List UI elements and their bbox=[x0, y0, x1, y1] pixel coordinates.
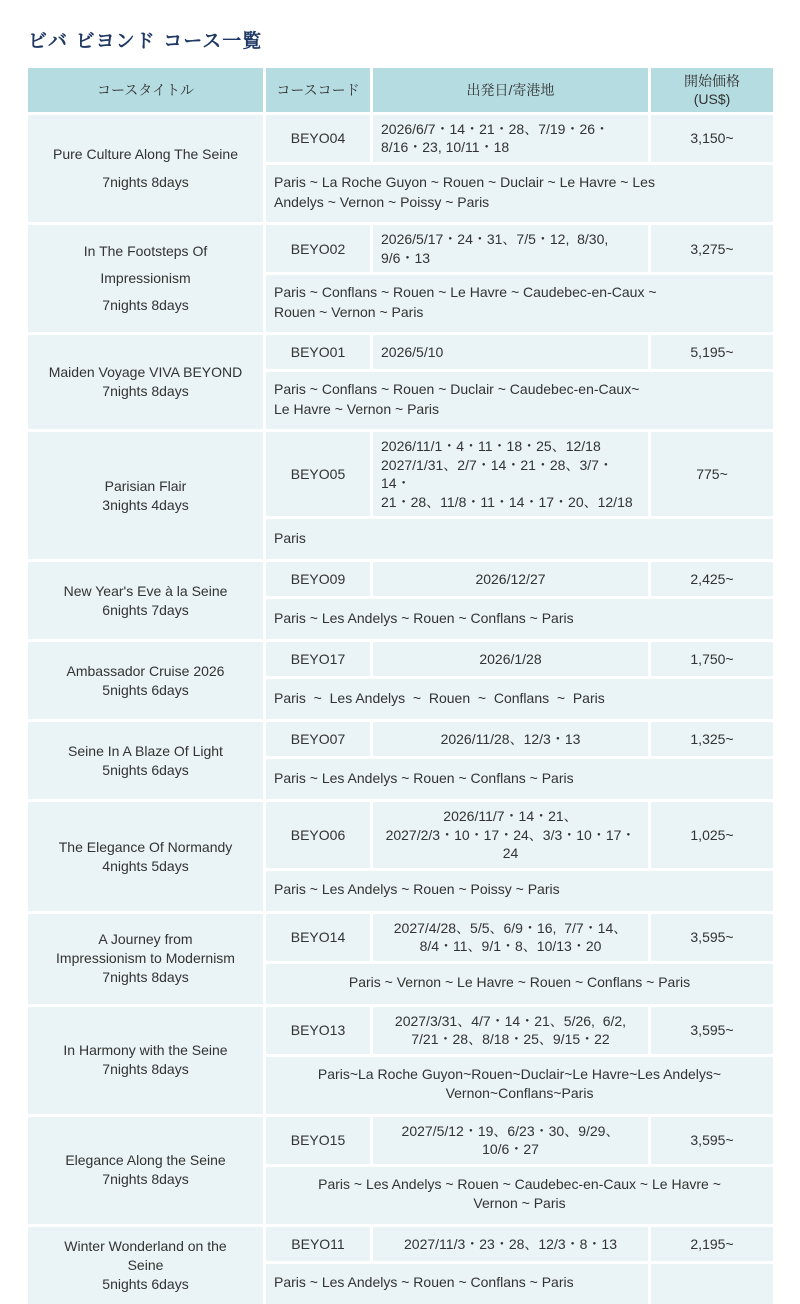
start-price-cell: 1,025~ bbox=[651, 802, 773, 867]
table-row bbox=[28, 115, 773, 222]
departure-dates-cell: 2026/5/17・24・31、7/5・12, 8/30, 9/6・13 bbox=[373, 225, 648, 272]
course-code-cell: BEYO15 bbox=[266, 1117, 370, 1164]
course-title: In Harmony with the Seine bbox=[63, 1042, 228, 1059]
ports-cell: Paris ~ Les Andelys ~ Rouen ~ Conflans ~ Paris bbox=[266, 1264, 648, 1304]
course-code-cell: BEYO06 bbox=[266, 802, 370, 867]
ports-price-empty-cell bbox=[651, 1264, 773, 1304]
course-duration: 7nights 8days bbox=[102, 1171, 189, 1188]
table-row bbox=[28, 1227, 773, 1304]
course-title: Seine In A Blaze Of Light bbox=[68, 742, 223, 759]
header-start-price: 開始価格 (US$) bbox=[651, 68, 773, 112]
start-price-cell: 2,195~ bbox=[651, 1227, 773, 1261]
course-table bbox=[28, 68, 773, 1304]
start-price-cell: 3,150~ bbox=[651, 115, 773, 162]
course-title: New Year's Eve à la Seine bbox=[63, 582, 228, 599]
course-duration: 4nights 5days bbox=[102, 857, 189, 874]
table-row bbox=[28, 914, 773, 1004]
course-code-cell: BEYO09 bbox=[266, 562, 370, 596]
course-title-cell bbox=[28, 642, 263, 719]
departure-dates-cell: 2027/5/12・19、6/23・30、9/29、 10/6・27 bbox=[373, 1117, 648, 1164]
ports-cell: Paris bbox=[266, 519, 773, 559]
ports-cell: Paris ~ Vernon ~ Le Havre ~ Rouen ~ Conflans ~ Paris bbox=[266, 964, 773, 1004]
course-title: Ambassador Cruise 2026 bbox=[66, 662, 225, 679]
course-duration: 6nights 7days bbox=[102, 601, 189, 618]
course-duration: 7nights 8days bbox=[102, 1061, 189, 1078]
course-title: Winter Wonderland on the Seine bbox=[64, 1238, 227, 1273]
start-price-cell: 775~ bbox=[651, 432, 773, 516]
start-price-cell: 3,595~ bbox=[651, 914, 773, 961]
course-title-cell bbox=[28, 432, 263, 559]
header-departure-ports: 出発日/寄港地 bbox=[373, 68, 648, 112]
course-duration: 7nights 8days bbox=[102, 969, 189, 986]
departure-dates-cell: 2026/11/1・4・11・18・25、12/18 2027/1/31、2/7・14・21・28、3/7・14・ 21・28、11/8・11・14・17・20、12/18 bbox=[373, 432, 648, 516]
course-title: In The Footsteps Of Impressionism bbox=[83, 242, 208, 287]
departure-dates-cell: 2027/3/31、4/7・14・21、5/26, 6/2, 7/21・28、8/18・25、9/15・22 bbox=[373, 1007, 648, 1054]
departure-dates-cell: 2026/11/7・14・21、 2027/2/3・10・17・24、3/3・10・17・24 bbox=[373, 802, 648, 867]
course-title-cell bbox=[28, 914, 263, 1004]
course-title: The Elegance Of Normandy bbox=[58, 838, 233, 855]
table-row bbox=[28, 1007, 773, 1114]
course-title-cell bbox=[28, 1227, 263, 1304]
course-code-cell: BEYO17 bbox=[266, 642, 370, 676]
header-course-title: コースタイトル bbox=[28, 68, 263, 112]
departure-dates-cell: 2027/11/3・23・28、12/3・8・13 bbox=[373, 1227, 648, 1261]
course-duration: 7nights 8days bbox=[102, 173, 189, 190]
table-row bbox=[28, 722, 773, 799]
page-title: ビバ ビヨンド コース一覧 bbox=[28, 30, 263, 52]
start-price-cell: 3,595~ bbox=[651, 1117, 773, 1164]
table-row bbox=[28, 642, 773, 719]
ports-cell: Paris ~ Les Andelys ~ Rouen ~ Conflans ~ Paris bbox=[266, 759, 773, 799]
course-title-cell bbox=[28, 562, 263, 639]
course-code-cell: BEYO01 bbox=[266, 335, 370, 369]
start-price-cell: 3,275~ bbox=[651, 225, 773, 272]
course-title: Pure Culture Along The Seine bbox=[53, 146, 238, 163]
start-price-cell: 3,595~ bbox=[651, 1007, 773, 1054]
course-code-cell: BEYO11 bbox=[266, 1227, 370, 1261]
course-title: A Journey from Impressionism to Modernism bbox=[56, 931, 235, 967]
departure-dates-cell: 2026/12/27 bbox=[373, 562, 648, 596]
ports-cell: Paris ~ Les Andelys ~ Rouen ~ Poissy ~ Paris bbox=[266, 871, 773, 911]
course-title-cell bbox=[28, 1007, 263, 1114]
course-duration: 3nights 4days bbox=[102, 496, 189, 513]
ports-cell: Paris ~ Les Andelys ~ Rouen ~ Conflans ~ Paris bbox=[266, 679, 773, 719]
course-title: Elegance Along the Seine bbox=[65, 1152, 226, 1169]
table-row bbox=[28, 802, 773, 910]
start-price-cell: 1,325~ bbox=[651, 722, 773, 756]
course-title-cell bbox=[28, 1117, 263, 1224]
departure-dates-cell: 2026/11/28、12/3・13 bbox=[373, 722, 648, 756]
table-body bbox=[28, 115, 773, 1304]
ports-cell: Paris ~ La Roche Guyon ~ Rouen ~ Duclair ~ Le Havre ~ Les Andelys ~ Vernon ~ Poissy ~ Paris bbox=[266, 165, 773, 222]
departure-dates-cell: 2026/6/7・14・21・28、7/19・26・ 8/16・23, 10/11・18 bbox=[373, 115, 648, 162]
ports-cell: Paris~La Roche Guyon~Rouen~Duclair~Le Havre~Les Andelys~ Vernon~Conflans~Paris bbox=[266, 1057, 773, 1114]
page bbox=[0, 26, 800, 1304]
course-title: Parisian Flair bbox=[104, 477, 187, 494]
table-row bbox=[28, 432, 773, 559]
course-title-cell bbox=[28, 335, 263, 429]
course-title-cell bbox=[28, 802, 263, 910]
course-code-cell: BEYO13 bbox=[266, 1007, 370, 1054]
ports-cell: Paris ~ Les Andelys ~ Rouen ~ Conflans ~ Paris bbox=[266, 599, 773, 639]
ports-cell: Paris ~ Conflans ~ Rouen ~ Duclair ~ Caudebec-en-Caux~ Le Havre ~ Vernon ~ Paris bbox=[266, 372, 773, 429]
start-price-cell: 2,425~ bbox=[651, 562, 773, 596]
course-duration: 7nights 8days bbox=[102, 297, 189, 314]
course-duration: 5nights 6days bbox=[102, 1275, 189, 1292]
course-code-cell: BEYO05 bbox=[266, 432, 370, 516]
start-price-cell: 1,750~ bbox=[651, 642, 773, 676]
header-course-code: コースコード bbox=[266, 68, 370, 112]
ports-cell: Paris ~ Conflans ~ Rouen ~ Le Havre ~ Caudebec-en-Caux ~ Rouen ~ Vernon ~ Paris bbox=[266, 275, 773, 332]
course-code-cell: BEYO04 bbox=[266, 115, 370, 162]
course-title: Maiden Voyage VIVA BEYOND bbox=[48, 364, 243, 381]
ports-cell: Paris ~ Les Andelys ~ Rouen ~ Caudebec-en-Caux ~ Le Havre ~ Vernon ~ Paris bbox=[266, 1167, 773, 1224]
course-title-cell bbox=[28, 722, 263, 799]
departure-dates-cell: 2026/1/28 bbox=[373, 642, 648, 676]
course-duration: 7nights 8days bbox=[102, 383, 189, 400]
course-duration: 5nights 6days bbox=[102, 681, 189, 698]
departure-dates-cell: 2026/5/10 bbox=[373, 335, 648, 369]
table-header-row bbox=[28, 68, 773, 112]
table-row bbox=[28, 225, 773, 332]
course-code-cell: BEYO14 bbox=[266, 914, 370, 961]
course-duration: 5nights 6days bbox=[102, 761, 189, 778]
course-title-cell bbox=[28, 115, 263, 222]
table-row bbox=[28, 335, 773, 429]
course-code-cell: BEYO02 bbox=[266, 225, 370, 272]
departure-dates-cell: 2027/4/28、5/5、6/9・16, 7/7・14、 8/4・11、9/1・8、10/13・20 bbox=[373, 914, 648, 961]
table-row bbox=[28, 562, 773, 639]
table-row bbox=[28, 1117, 773, 1224]
course-code-cell: BEYO07 bbox=[266, 722, 370, 756]
course-title-cell bbox=[28, 225, 263, 332]
start-price-cell: 5,195~ bbox=[651, 335, 773, 369]
